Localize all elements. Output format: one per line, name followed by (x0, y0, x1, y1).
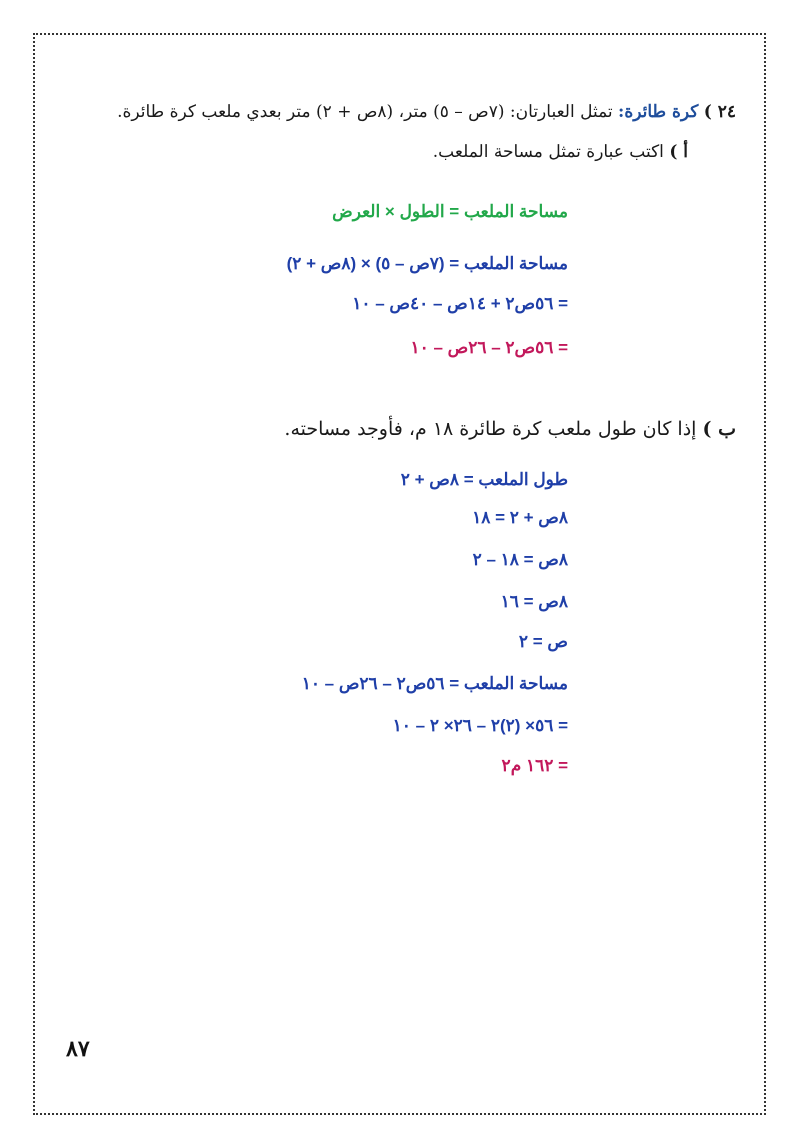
length-equation: طول الملعب = ٨ص + ٢ (400, 470, 568, 489)
area-expression: مساحة الملعب = (٧ص – ٥) × (٨ص + ٢) (286, 254, 568, 273)
part-b-question (284, 418, 736, 440)
area-answer: = ١٦٢ م٢ (501, 756, 568, 775)
area-expanded: = ٥٦ص٢ + ١٤ص – ٤٠ص – ١٠ (352, 294, 568, 313)
part-a-text: اكتب عبارة تمثل مساحة الملعب. (432, 142, 664, 162)
part-b-label: ب ) (702, 418, 736, 440)
page-number: ٨٧ (66, 1036, 90, 1061)
solve-step-1: ٨ص + ٢ = ١٨ (472, 508, 568, 527)
part-b-text: إذا كان طول ملعب كرة طائرة ١٨ م، فأوجد مساحته. (284, 418, 697, 440)
part-a-label: أ ) (669, 142, 688, 162)
solve-step-2: ٨ص = ١٨ – ٢ (472, 550, 568, 569)
problem-text: تمثل العبارتان: (٧ص – ٥) متر، (٨ص + ٢) متر بعدي ملعب كرة طائرة. (117, 102, 613, 122)
area-formula: مساحة الملعب = الطول × العرض (332, 202, 568, 221)
area-formula-b: مساحة الملعب = ٥٦ص٢ – ٢٦ص – ١٠ (301, 674, 568, 693)
area-substitution: = ٥٦× (٢)٢ – ٢٦× ٢ – ١٠ (392, 716, 568, 735)
part-a-question (433, 142, 688, 162)
problem-number: ٢٤ ) (703, 102, 736, 122)
area-simplified: = ٥٦ص٢ – ٢٦ص – ١٠ (410, 338, 568, 357)
problem-statement (117, 102, 736, 122)
solve-result: ص = ٢ (518, 632, 568, 651)
problem-topic: كرة طائرة: (618, 102, 699, 122)
page-border (33, 33, 766, 1115)
solve-step-3: ٨ص = ١٦ (500, 592, 568, 611)
